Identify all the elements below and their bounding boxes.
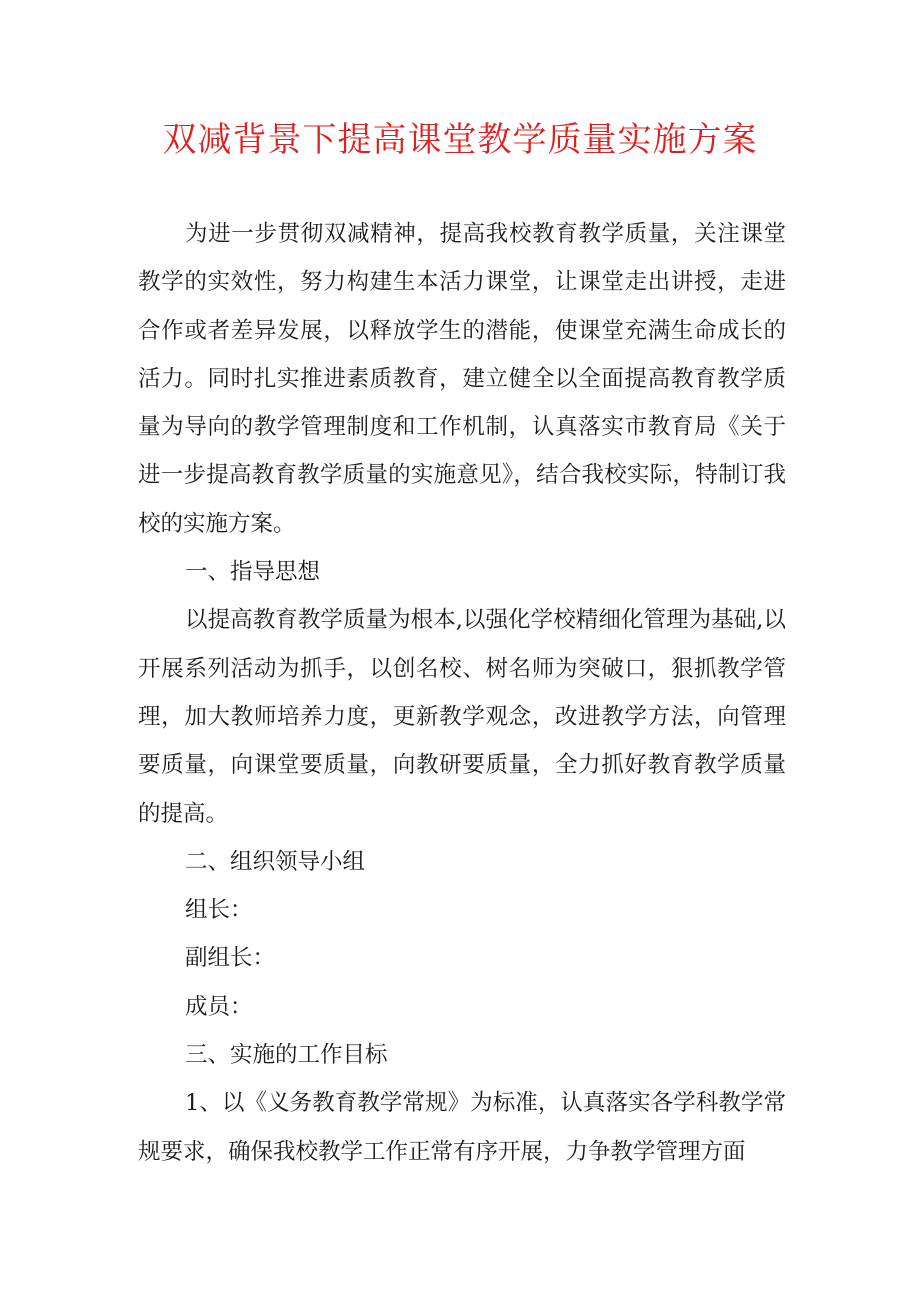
document-body <box>138 210 786 1176</box>
section-heading-guiding-ideology: 一、指导思想 <box>185 559 321 586</box>
section-heading-work-goals: 三、实施的工作目标 <box>185 1042 388 1069</box>
members-field: 成员： <box>185 993 253 1020</box>
document-title: 双减背景下提高课堂教学质量实施方案 <box>162 120 758 160</box>
intro-paragraph: 为进一步贯彻双减精神，提高我校教育教学质量，关注课堂教学的实效性，努力构建生本活力课堂，让课堂走出讲授，走进合作或者差异发展，以释放学生的潜能，使课堂充满生命成长的活力。同时扎实推进素质教育，建立健全以全面提高教育教学质量为导向的教学管理制度和工作机制，认真落实市教育局《关于进一步提高教育教学质量的实施意见》，结合我校实际，特制订我校的实施方案。 <box>138 221 786 537</box>
guiding-ideology-paragraph: 以提高教育教学质量为根本,以强化学校精细化管理为基础,以开展系列活动为抓手，以创名校、树名师为突破口，狠抓教学管理，加大教师培养力度，更新教学观念，改进教学方法，向管理要质量，向课堂要质量，向教研要质量，全力抓好教育教学质量的提高。 <box>138 607 786 827</box>
deputy-leader-field: 副组长： <box>185 945 276 972</box>
work-goal-item-1: 1、以《义务教育教学常规》为标准，认真落实各学科教学常规要求，确保我校教学工作正常有序开展，力争教学管理方面 <box>138 1090 786 1165</box>
section-heading-leadership-group: 二、组织领导小组 <box>185 848 366 875</box>
leader-field: 组长： <box>185 897 253 924</box>
